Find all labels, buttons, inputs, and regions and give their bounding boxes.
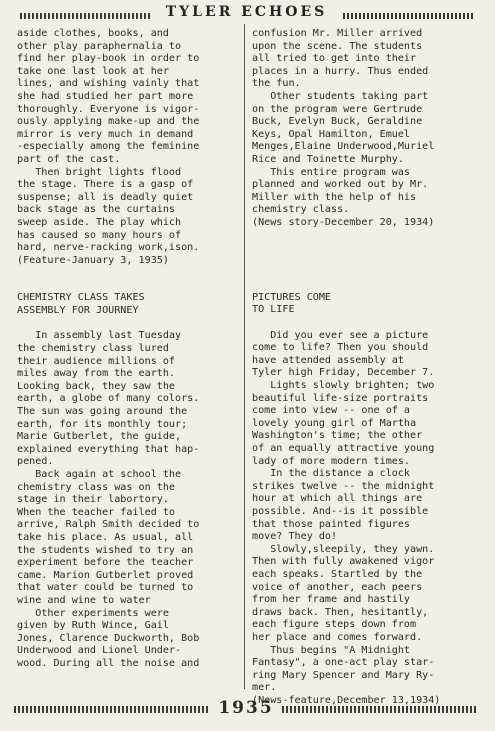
text-line: take his place. As usual, all bbox=[17, 531, 194, 543]
text-line: sweep aside. The play which bbox=[17, 216, 182, 228]
text-line: earth, a globe of many colors. bbox=[17, 393, 200, 405]
text-line: find her play-book in order to bbox=[17, 53, 200, 65]
footer-rule-right bbox=[282, 706, 478, 713]
text-line: Lights slowly brighten; two bbox=[252, 380, 435, 392]
text-line: draws back. Then, hesitantly, bbox=[252, 606, 429, 618]
text-line: chemistry class. bbox=[252, 204, 350, 216]
text-line: move? They do! bbox=[252, 531, 338, 543]
masthead bbox=[0, 4, 495, 26]
text-line: In the distance a clock bbox=[252, 468, 411, 480]
text-line: possible. And--is it possible bbox=[252, 506, 429, 517]
page-footer bbox=[0, 698, 495, 722]
text-line: beautiful life-size portraits bbox=[252, 392, 429, 404]
text-line: come to life? Then you should bbox=[252, 342, 429, 354]
text-line: -especially among the feminine bbox=[17, 141, 200, 153]
text-line: the students wished to try an bbox=[17, 544, 194, 556]
text-line: strikes twelve -- the midnight bbox=[252, 480, 435, 492]
text-line: explained everything that hap- bbox=[17, 443, 200, 455]
text-line: ring Mary Spencer and Mary Ry- bbox=[252, 669, 435, 681]
text-line: Jones, Clarence Duckworth, Bob bbox=[17, 632, 200, 644]
text-line: stage in their labortory. bbox=[17, 494, 169, 506]
text-line: Rice and Toinette Murphy. bbox=[252, 153, 404, 165]
text-line: wood. During all the noise and bbox=[17, 657, 200, 669]
text-line: Back again at school the bbox=[17, 469, 182, 480]
text-line: suspense; all is deadly quiet bbox=[17, 191, 194, 203]
masthead-title: TYLER ECHOES bbox=[165, 4, 328, 20]
text-line: Did you ever see a picture bbox=[252, 329, 429, 341]
text-line: Washington's time; the other bbox=[252, 430, 423, 442]
right-column bbox=[252, 28, 484, 708]
story-chemistry-class bbox=[17, 330, 247, 670]
left-column bbox=[17, 28, 247, 671]
text-line: Other students taking part bbox=[252, 90, 429, 102]
headline-line: PICTURES COME bbox=[252, 291, 332, 303]
text-line: her place and comes forward. bbox=[252, 631, 423, 643]
text-line: wine and wine to water bbox=[17, 594, 151, 606]
story-pictures-come-to-life bbox=[252, 330, 484, 708]
text-line: earth, for its monthly tour; bbox=[17, 418, 188, 430]
text-line: part of the cast. bbox=[17, 153, 121, 165]
text-line: lovely young girl of Martha bbox=[252, 417, 417, 429]
text-line: The sun was going around the bbox=[17, 406, 188, 418]
text-line: mirror is very much in demand bbox=[17, 128, 194, 140]
text-line: (Feature-January 3, 1935) bbox=[17, 254, 169, 266]
text-line: planned and worked out by Mr. bbox=[252, 179, 429, 191]
text-line: hard, nerve-racking work,ison. bbox=[17, 242, 200, 254]
text-line: confusion Mr. Miller arrived bbox=[252, 28, 423, 39]
headline-line: ASSEMBLY FOR JOURNEY bbox=[17, 304, 139, 316]
text-line: Marie Gutberlet, the guide, bbox=[17, 431, 182, 443]
text-line: on the program were Gertrude bbox=[252, 103, 423, 115]
text-line: hour at which all things are bbox=[252, 493, 423, 505]
text-line: arrive, Ralph Smith decided to bbox=[17, 519, 200, 531]
text-line: Buck, Evelyn Buck, Geraldine bbox=[252, 116, 423, 128]
headline-line: CHEMISTRY CLASS TAKES bbox=[17, 292, 145, 304]
text-line: Then bright lights flood bbox=[17, 166, 182, 178]
headline-line: TO LIFE bbox=[252, 304, 295, 316]
text-line: Fantasy", a one-act play star- bbox=[252, 657, 435, 669]
text-line: back stage as the curtains bbox=[17, 204, 176, 216]
text-line: Other experiments were bbox=[17, 607, 169, 619]
text-line: each figure steps down from bbox=[252, 619, 417, 631]
text-line: all tried to get into their bbox=[252, 53, 417, 65]
text-line: Looking back, they saw the bbox=[17, 380, 176, 392]
text-line: This entire program was bbox=[252, 166, 411, 178]
text-line: that those painted figures bbox=[252, 518, 411, 530]
text-line: voice of another, each peers bbox=[252, 581, 423, 593]
text-line: given by Ruth Wince, Gail bbox=[17, 620, 169, 632]
text-line: from her frame and hastily bbox=[252, 594, 411, 606]
text-line: has caused so many hours of bbox=[17, 229, 182, 241]
text-line: miles away from the earth. bbox=[17, 368, 176, 380]
text-line: Underwood and Lionel Under- bbox=[17, 645, 182, 657]
text-line: Tyler high Friday, December 7. bbox=[252, 367, 435, 379]
text-line: Thus begins "A Midnight bbox=[252, 644, 411, 656]
text-line: Keys, Opal Hamilton, Emuel bbox=[252, 128, 411, 140]
text-line: In assembly last Tuesday bbox=[17, 330, 182, 342]
text-line: other play paraphernalia to bbox=[17, 40, 182, 52]
text-line: ously applying make-up and the bbox=[17, 116, 200, 128]
text-line: aside clothes, books, and bbox=[17, 28, 169, 39]
text-line: mer. bbox=[252, 682, 277, 694]
text-line: places in a hurry. Thus ended bbox=[252, 65, 429, 77]
text-line: the stage. There is a gasp of bbox=[17, 179, 194, 191]
text-line: (News-feature,December 13,1934) bbox=[252, 694, 441, 706]
text-line: she had studied her part more bbox=[17, 90, 194, 102]
text-line: have attended assembly at bbox=[252, 354, 404, 366]
footer-rule-left bbox=[14, 706, 210, 713]
footer-year: 1935 bbox=[218, 698, 274, 718]
text-line: pened. bbox=[17, 456, 54, 468]
text-line: of an equally attractive young bbox=[252, 443, 435, 455]
text-line: lady of more modern times. bbox=[252, 455, 411, 467]
masthead-rule-left bbox=[20, 13, 150, 19]
text-line: came. Marion Gutberlet proved bbox=[17, 569, 194, 581]
text-line: the chemistry class lured bbox=[17, 343, 169, 355]
text-line: thoroughly. Everyone is vigor- bbox=[17, 103, 200, 115]
text-line: that water could be turned to bbox=[17, 582, 194, 594]
text-line: the fun. bbox=[252, 78, 301, 90]
text-line: Menges,Elaine Underwood,Muriel bbox=[252, 141, 435, 153]
text-line: (News story-December 20, 1934) bbox=[252, 216, 435, 228]
headline-pictures-come-to-life bbox=[252, 292, 484, 317]
story-play-continuation bbox=[17, 28, 247, 267]
text-line: experiment before the teacher bbox=[17, 557, 194, 569]
text-line: upon the scene. The students bbox=[252, 40, 423, 52]
story-chemistry-continuation bbox=[252, 28, 484, 230]
text-line: Slowly,sleepily, they yawn. bbox=[252, 543, 435, 555]
text-line: When the teacher failed to bbox=[17, 506, 176, 518]
text-line: each speaks. Startled by the bbox=[252, 568, 423, 580]
masthead-rule-right bbox=[343, 13, 475, 19]
text-line: chemistry class was on the bbox=[17, 481, 176, 493]
text-line: Miller with the help of his bbox=[252, 191, 417, 203]
headline-chemistry-class bbox=[17, 292, 247, 317]
text-line: Then with fully awakened vigor bbox=[252, 556, 435, 568]
text-line: lines, and wishing vainly that bbox=[17, 78, 200, 90]
text-line: their audience millions of bbox=[17, 355, 176, 367]
text-line: take one last look at her bbox=[17, 65, 169, 77]
text-line: come into view -- one of a bbox=[252, 405, 411, 417]
